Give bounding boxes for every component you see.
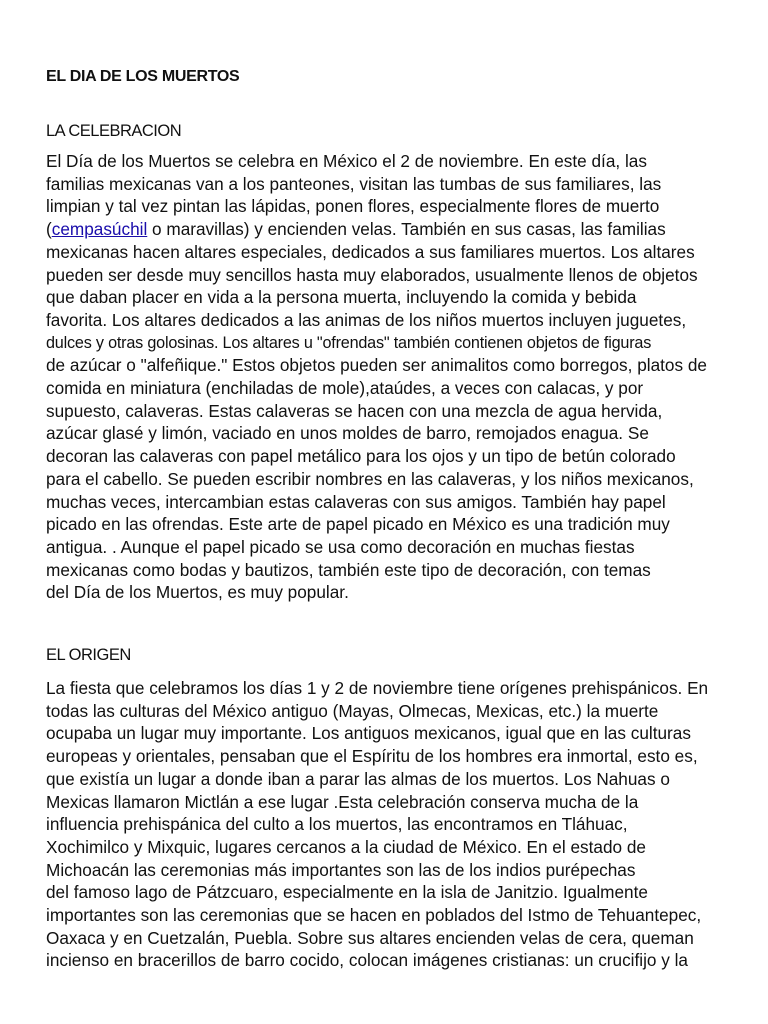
text-line: ocupaba un lugar muy importante. Los antiguos mexicanos, igual que en las culturas [46,723,691,744]
text-line: azúcar glasé y limón, vaciado en unos moldes de barro, remojados enagua. Se [46,423,649,444]
text-line: favorita. Los altares dedicados a las animas de los niños muertos incluyen juguetes, [46,309,687,330]
text-line: pueden ser desde muy sencillos hasta muy elaborados, usualmente llenos de objetos [46,264,698,285]
text-line: El Día de los Muertos se celebra en México el 2 de noviembre. En este día, las [46,151,647,171]
text-line: para el cabello. Se pueden escribir nombres en las calaveras, y los niños mexicanos, [46,468,694,489]
text-line: picado en las ofrendas. Este arte de papel picado en México es una tradición muy [46,514,670,535]
text-line: del famoso lago de Pátzcuaro, especialmente en la isla de Janitzio. Igualmente [46,882,648,903]
document-title: EL DIA DE LOS MUERTOS [46,68,240,85]
text-line: incienso en bracerillos de barro cocido, colocan imágenes cristianas: un crucifijo y la [46,950,688,971]
text-line: Michoacán las ceremonias más importantes son las de los indios purépechas [46,859,636,880]
text-fragment: o maravillas) y encienden velas. También en sus casas, las familias [147,219,666,240]
text-line: La fiesta que celebramos los días 1 y 2 de noviembre tiene orígenes prehispánicos. En [46,678,709,698]
text-line: del Día de los Muertos, es muy popular. [46,582,349,603]
text-line: mexicanas como bodas y bautizos, también este tipo de decoración, con temas [46,559,651,580]
text-line: familias mexicanas van a los panteones, visitan las tumbas de sus familiares, las [46,173,662,194]
text-line: influencia prehispánica del culto a los muertos, las encontramos en Tláhuac, [46,814,628,835]
text-line-with-link [46,218,736,241]
text-line: que existía un lugar a donde iban a parar las almas de los muertos. Los Nahuas o [46,768,670,789]
text-line: de azúcar o "alfeñique." Estos objetos pueden ser animalitos como borregos, platos de [46,355,707,376]
text-line: mexicanas hacen altares especiales, dedicados a sus familiares muertos. Los altares [46,241,695,262]
text-line: muchas veces, intercambian estas calaveras con sus amigos. También hay papel [46,491,666,512]
text-line: Mexicas llamaron Mictlán a ese lugar .Esta celebración conserva mucha de la [46,791,639,812]
text-line: antigua. . Aunque el papel picado se usa como decoración en muchas fiestas [46,536,635,557]
section-body-origen [46,677,736,972]
text-line: todas las culturas del México antiguo (Mayas, Olmecas, Mexicas, etc.) la muerte [46,700,659,721]
section-heading-origen: EL ORIGEN [46,646,131,664]
text-line: comida en miniatura (enchiladas de mole),ataúdes, a veces con calacas, y por [46,378,644,399]
section-body-celebracion [46,150,736,604]
text-line: Xochimilco y Mixquic, lugares cercanos a la ciudad de México. En el estado de [46,836,646,857]
text-line: europeas y orientales, pensaban que el Espíritu de los hombres era inmortal, esto es, [46,746,698,767]
section-heading-celebracion: LA CELEBRACION [46,122,182,140]
cempasuchil-link[interactable]: cempasúchil [51,219,148,240]
text-line: importantes son las ceremonias que se hacen en poblados del Istmo de Tehuantepec, [46,905,702,926]
text-line: decoran las calaveras con papel metálico para los ojos y un tipo de betún colorado [46,446,676,467]
text-line: limpian y tal vez pintan las lápidas, ponen flores, especialmente flores de muerto [46,196,660,217]
text-line: que daban placer en vida a la persona muerta, incluyendo la comida y bebida [46,287,637,308]
text-line: Oaxaca y en Cuetzalán, Puebla. Sobre sus altares encienden velas de cera, queman [46,927,694,948]
text-line: dulces y otras golosinas. Los altares u "ofrendas" también contienen objetos de figuras [46,333,652,352]
text-line: supuesto, calaveras. Estas calaveras se hacen con una mezcla de agua hervida, [46,400,663,421]
text-fragment: ( [46,219,52,240]
